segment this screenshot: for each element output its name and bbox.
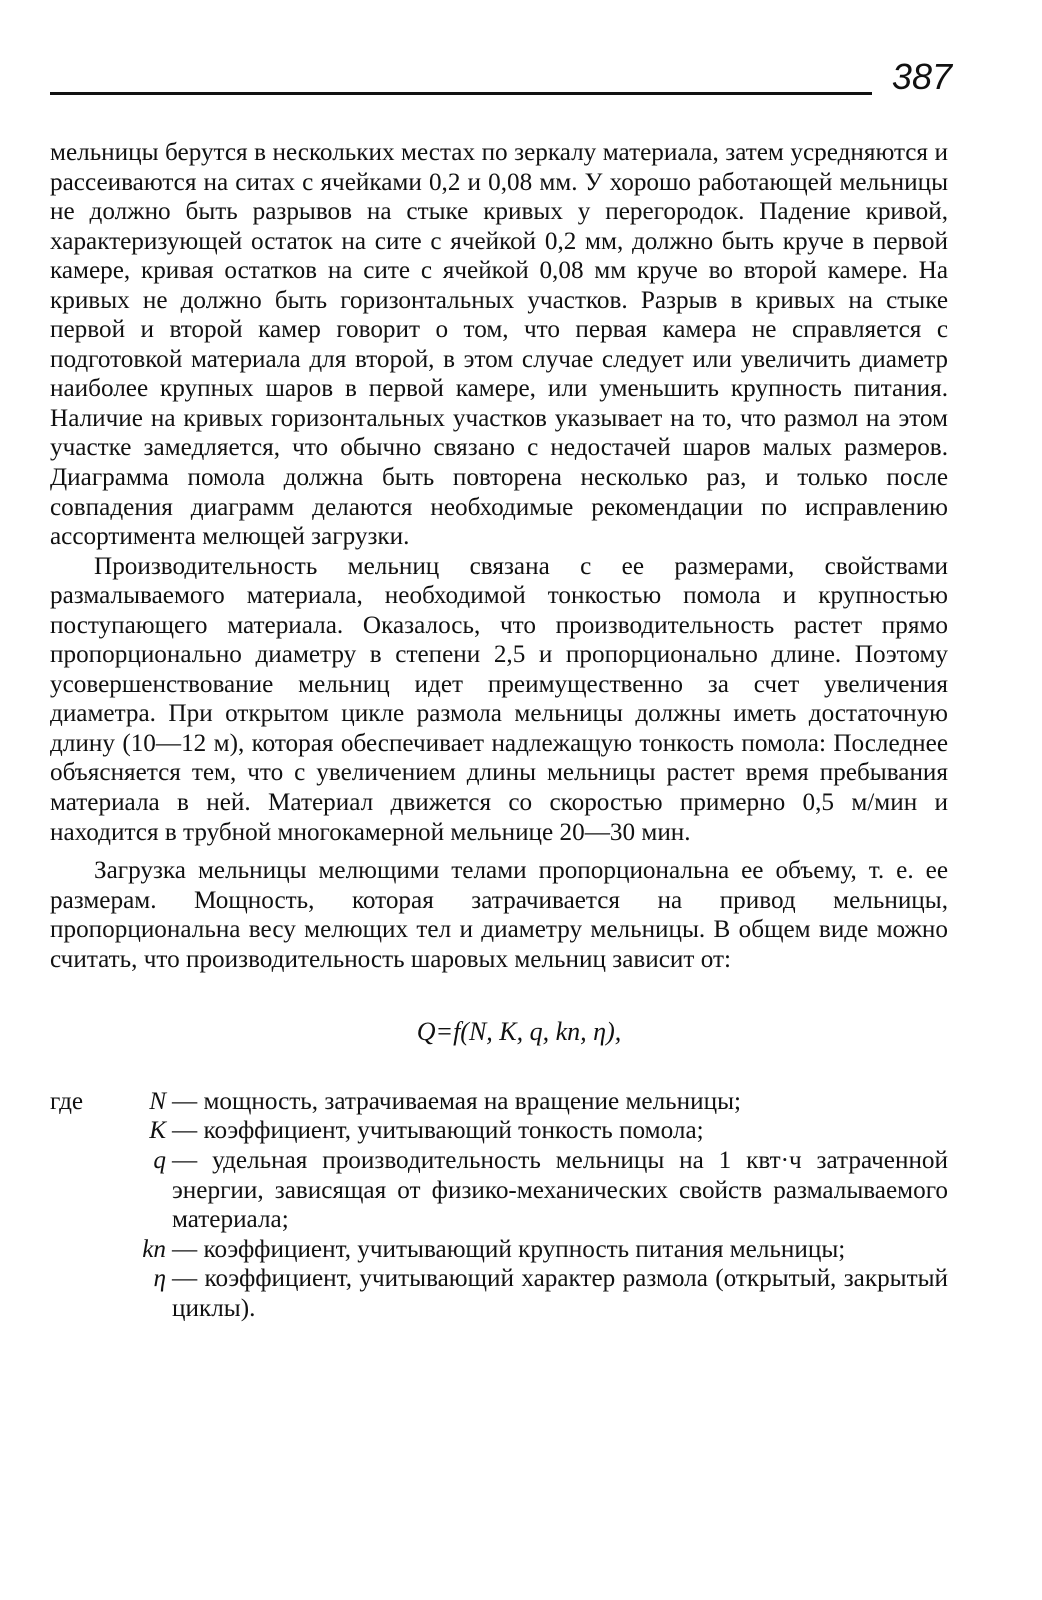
definition-symbol: N bbox=[149, 1087, 166, 1115]
definition-item bbox=[50, 1264, 948, 1323]
definition-text: — коэффициент, учитывающий крупность питания мельницы; bbox=[172, 1235, 846, 1263]
body-text bbox=[50, 138, 948, 1323]
definition-symbol: η bbox=[153, 1265, 166, 1293]
definitions-list bbox=[50, 1087, 948, 1323]
definition-text: — коэффициент, учитывающий характер размола (открытый, закрытый циклы). bbox=[172, 1265, 948, 1322]
definition-symbol: kп bbox=[142, 1235, 166, 1263]
definition-symbol: q bbox=[153, 1146, 166, 1174]
definition-symbol: K bbox=[149, 1117, 166, 1145]
page-header bbox=[50, 56, 960, 102]
definition-text: — удельная производительность мельницы на 1 квт·ч затраченной энергии, зависящая от физико-механических свойств размалываемого материала; bbox=[172, 1146, 948, 1234]
formula: Q=f(N, K, q, kп, η), bbox=[416, 1017, 622, 1047]
definition-item bbox=[50, 1235, 948, 1265]
paragraph-1: мельницы берутся в нескольких местах по зеркалу материала, затем усредняются и рассеиваются на ситах с ячейками 0,2 и 0,08 мм. У хорошо работающей мельницы не должно быть разрывов на стыке кривых у перегородок. Падение кривой, характеризующей остаток на сите с ячейкой 0,2 мм, должно быть круче в первой камере, кривая остатков на сите с ячейкой 0,08 мм круче во второй камере. На кривых не должно быть горизонтальных участков. Разрыв в кривых на стыке первой и второй камер говорит о том, что первая камера не справляется с подготовкой материала для второй, в этом случае следует или увеличить диаметр наиболее крупных шаров в первой камере, или уменьшить крупность питания. Наличие на кривых горизонтальных участков указывает на то, что размол на этом участке замедляется, что обычно связано с недостачей шаров малых размеров. Диаграмма помола должна быть повторена несколько раз, и только после совпадения диаграмм делаются необходимые рекомендации по исправлению ассортимента мелющей загрузки. bbox=[50, 139, 948, 551]
page-number: 387 bbox=[891, 56, 952, 97]
paragraph-3: Загрузка мельницы мелющими телами пропорциональна ее объему, т. е. ее размерам. Мощность, которая затрачивается на привод мельницы, пропорциональна весу мелющих тел и диаметру мельницы. В общем виде можно считать, что производительность шаровых мельниц зависит от: bbox=[50, 857, 948, 973]
definition-prefix: где bbox=[50, 1087, 84, 1115]
paragraph-2: Производительность мельниц связана с ее размерами, свойствами размалываемого материала, необходимой тонкостью помола и крупностью поступающего материала. Оказалось, что производительность растет прямо пропорционально диаметру в степени 2,5 и пропорционально длине. Поэтому усовершенствование мельниц идет преимущественно за счет увеличения диаметра. При открытом цикле размола мельницы должны иметь достаточную длину (10—12 м), которая обеспечивает надлежащую тонкость помола: Последнее объясняется тем, что с увеличением длины мельницы растет время пребывания материала в ней. Материал движется со скоростью примерно 0,5 м/мин и находится в трубной многокамерной мельнице 20—30 мин. bbox=[50, 552, 948, 846]
definition-item bbox=[50, 1146, 948, 1235]
definition-text: — коэффициент, учитывающий тонкость помола; bbox=[172, 1117, 704, 1145]
definition-item bbox=[50, 1116, 948, 1146]
header-rule bbox=[50, 92, 872, 95]
definition-item bbox=[50, 1087, 948, 1117]
definition-text: — мощность, затрачиваемая на вращение мельницы; bbox=[172, 1087, 741, 1115]
